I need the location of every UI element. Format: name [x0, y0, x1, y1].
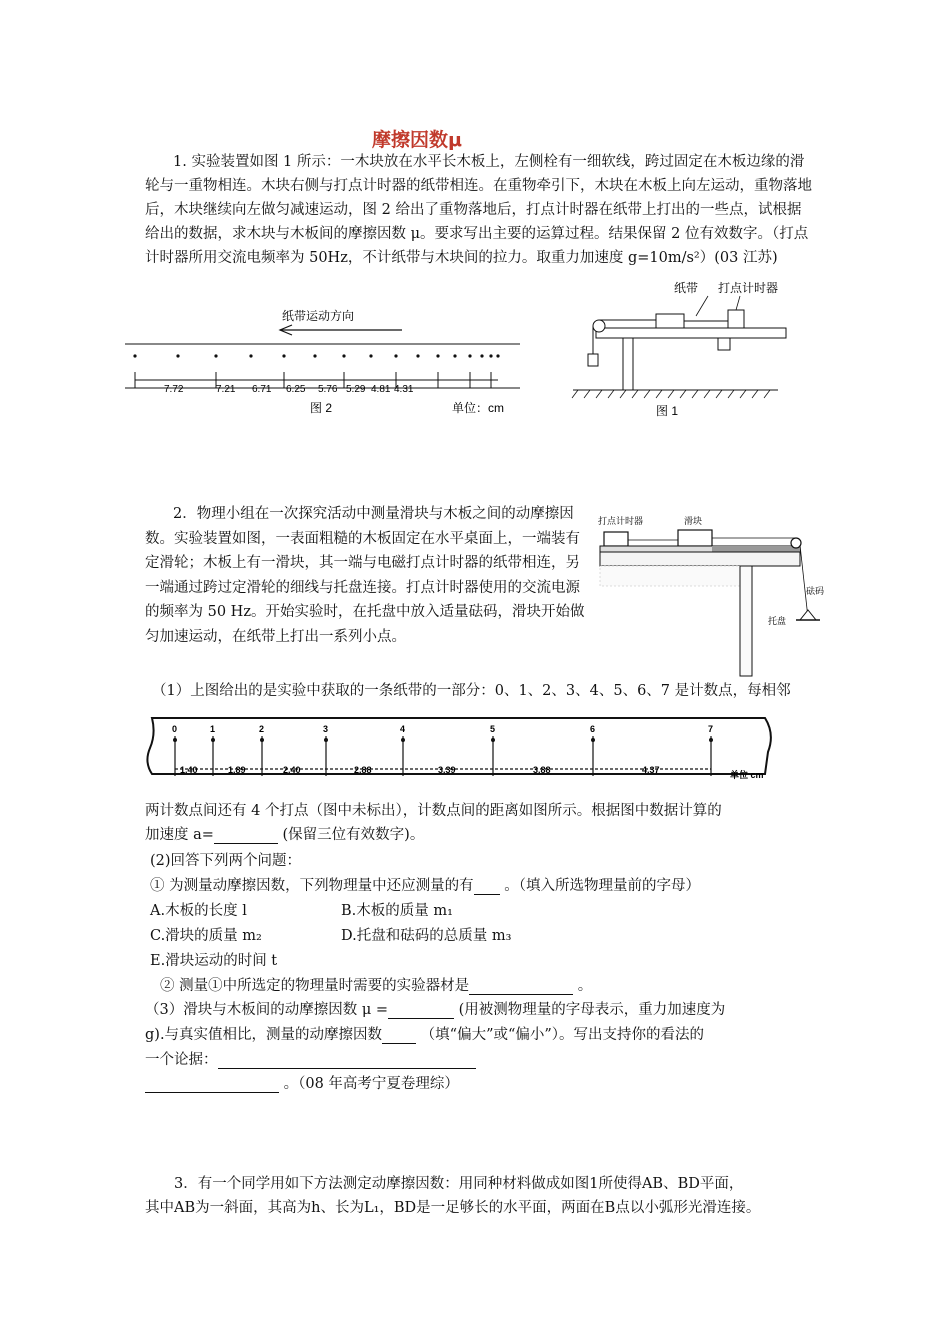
tape-value: 6.71: [252, 384, 272, 395]
tape-point-label: 1: [210, 724, 216, 734]
option-c: C.滑块的质量 m₂: [150, 928, 262, 944]
fig-tray-label: 托盘: [768, 616, 787, 626]
fig-block-label: 滑块: [684, 516, 703, 526]
part2-q2-text: ② 测量①中所选定的物理量时需要的实验器材是: [160, 978, 470, 994]
q2-part3-line1: [145, 998, 725, 1019]
page-title: 摩擦因数μ: [372, 129, 462, 151]
reason-answer-blank-2[interactable]: [145, 1076, 279, 1093]
tape-value: 7.21: [216, 384, 236, 395]
equipment-answer-blank[interactable]: [469, 978, 573, 995]
reason-answer-blank-1[interactable]: [218, 1052, 476, 1069]
q1-text: 1. 实验装置如图 1 所示：一木块放在水平长木板上，左侧栓有一细软线，跨过固定在木板边缘的滑轮与一重物相连。木块右侧与打点计时器的纸带相连。在重物牵引下，木块在木板上向左运动，重物落地后，木块继续向左做匀减速运动，图 2 给出了重物落地后，打点计时器在纸带上打出的一些点，试根据给出的数据，求木块与木板间的摩擦因数 μ。要求写出主要的运算过程。结果保留 2 位有效数字。（打点计时器所用交流电频率为 50Hz，不计纸带与木块间的拉力。取重力加速度 g=10m/s²）(03 江苏): [145, 154, 812, 266]
fig1-label: 图 1: [656, 404, 679, 418]
part2-q2-end: 。: [577, 978, 593, 994]
weight: [588, 354, 598, 366]
part3-bias-note: （填“偏大”或“偏小”）。写出支持你的看法的: [420, 1027, 705, 1043]
q2-part1-line3: [145, 823, 424, 844]
q2-part2-q2: [160, 974, 592, 995]
q1-apparatus-figure: [568, 278, 798, 428]
fig1-timer-label: 打点计时器: [718, 281, 779, 295]
unit-label: 单位：cm: [452, 401, 504, 415]
tape-point-label: 4: [400, 724, 406, 734]
tape-distance: 4.37: [642, 765, 660, 775]
fig-timer-label: 打点计时器: [598, 516, 644, 526]
tape-distance: 1.40: [180, 765, 198, 775]
part3-compare: g).与真实值相比，测量的动摩擦因数: [145, 1027, 383, 1043]
option-d: D.托盘和砝码的总质量 m₃: [341, 928, 512, 944]
q2-part2-head: (2)回答下列两个问题：: [150, 853, 302, 869]
tape-ticks: [135, 372, 498, 388]
tape-value: 5.29: [346, 384, 366, 395]
q1-tape-figure: [120, 300, 530, 420]
tape-distance: 3.88: [533, 765, 551, 775]
tape-distance: 2.88: [354, 765, 372, 775]
tape-distance: 3.39: [438, 765, 456, 775]
tape-point-label: 2: [259, 724, 265, 734]
q2-part2-q1: [150, 874, 700, 895]
tape-distance: 1.89: [228, 765, 246, 775]
table-leg: [623, 338, 633, 390]
q2-part3-line2: [145, 1023, 704, 1044]
tape-point-label: 6: [590, 724, 596, 734]
part3-reason-label: 一个论据：: [145, 1052, 218, 1068]
q3-line1: 3．有一个同学用如下方法测定动摩擦因数：用同种材料做成如图1所使得AB、BD平面，: [174, 1176, 744, 1192]
pulley: [593, 320, 605, 332]
tape-point-label: 3: [323, 724, 329, 734]
mu-answer-blank[interactable]: [388, 1002, 454, 1019]
part3-note: (用被测物理量的字母表示，重力加速度为: [458, 1002, 726, 1018]
tape-distance: 2.40: [283, 765, 301, 775]
q3-line2: 其中AB为一斜面，其高为h、长为L₁，BD是一足够长的水平面，两面在B点以小弧形光滑连接。: [145, 1200, 761, 1216]
bias-answer-blank[interactable]: [382, 1027, 416, 1044]
tape-value: 6.25: [286, 384, 306, 395]
option-b: B.木板的质量 m₁: [341, 903, 453, 919]
tape-value: 7.72: [164, 384, 184, 395]
tape-value: 4.81: [371, 384, 391, 395]
option-a: A.木板的长度 l: [150, 903, 247, 919]
accel-answer-blank[interactable]: [214, 827, 278, 844]
timer: [728, 310, 744, 328]
block: [656, 314, 684, 328]
part2-q1-note: 。（填入所选物理量前的字母）: [504, 878, 700, 894]
accel-note: (保留三位有效数字)。: [282, 827, 425, 843]
fig-weight-label: 砝码: [806, 586, 825, 596]
quantities-answer-blank[interactable]: [474, 878, 500, 895]
tape-value: 4.31: [394, 384, 414, 395]
q2-part1-line2: 两计数点间还有 4 个打点（图中未标出），计数点间的距离如图所示。根据图中数据计算的: [145, 803, 722, 819]
option-e: E.滑块运动的时间 t: [150, 953, 278, 969]
fig2-label: 图 2: [310, 401, 333, 415]
part3-source: 。（08 年高考宁夏卷理综）: [283, 1076, 459, 1092]
part2-q1-text: ① 为测量动摩擦因数，下列物理量中还应测量的有: [150, 878, 474, 894]
board: [596, 328, 786, 338]
tape-unit: 单位 cm: [730, 770, 764, 780]
q2-tape-figure: [140, 712, 790, 792]
tape-point-label: 5: [490, 724, 496, 734]
q2-part3-line3: [145, 1048, 476, 1069]
q2-part3-line4: [145, 1072, 459, 1093]
part3-mu-label: （3）滑块与木板间的动摩擦因数 μ =: [145, 1002, 389, 1018]
tape-value: 5.76: [318, 384, 338, 395]
fig1-tape-label: 纸带: [674, 281, 699, 295]
tape-point-label: 0: [172, 724, 178, 734]
tape-dots: [133, 354, 499, 357]
accel-label: 加速度 a=: [145, 827, 214, 843]
tape-point-label: 7: [708, 724, 714, 734]
q2-apparatus-figure: [592, 510, 832, 680]
tape-direction-label: 纸带运动方向: [282, 309, 355, 323]
q2-part1-line1: （1）上图给出的是实验中获取的一条纸带的一部分：0、1、2、3、4、5、6、7 是计数点，每相邻: [152, 683, 791, 699]
q2-text: 2．物理小组在一次探究活动中测量滑块与木板之间的动摩擦因数。实验装置如图，一表面粗糙的木板固定在水平桌面上，一端装有定滑轮；木板上有一滑块，其一端与电磁打点计时器的纸带相连，另一端通过跨过定滑轮的细线与托盘连接。打点计时器使用的交流电源的频率为 50 Hz。开始实验时，在托盘中放入适量砝码，滑块开始做匀加速运动，在纸带上打出一系列小点。: [145, 506, 585, 645]
